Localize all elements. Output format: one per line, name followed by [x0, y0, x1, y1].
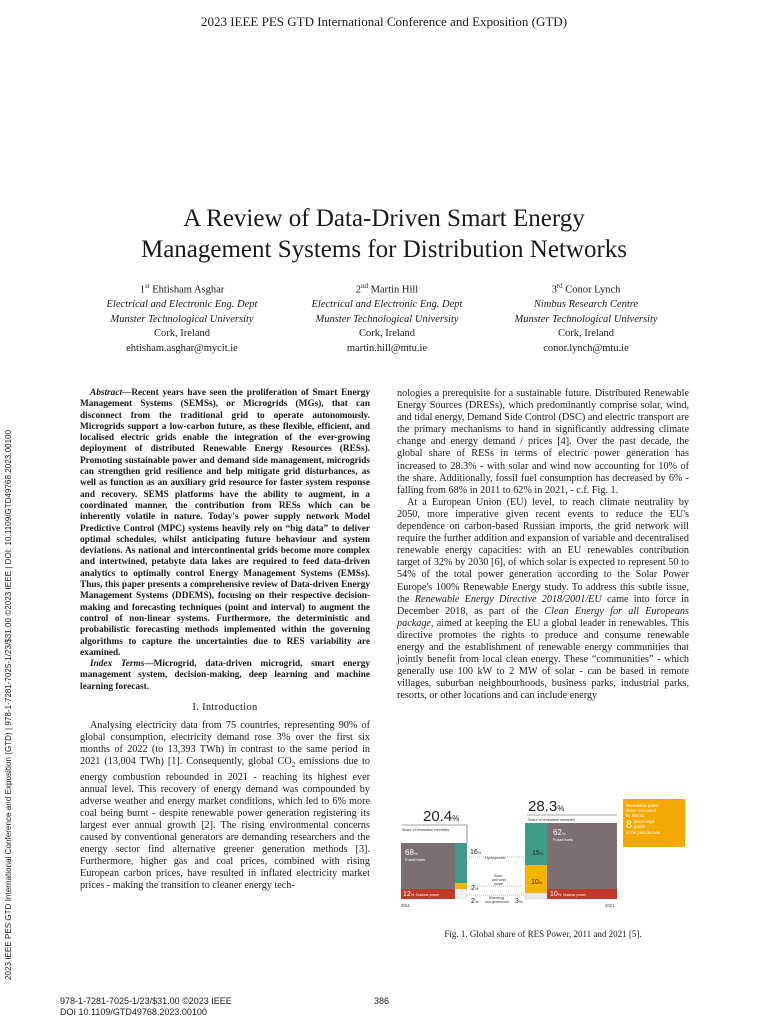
nuclear-2011-label: Nuclear power	[416, 893, 440, 897]
author-department: Electrical and Electronic Eng. Dept	[311, 299, 463, 310]
bar-2021-bio	[525, 893, 547, 899]
index-terms-text: —Microgrid, data-driven microgrid, smart energy management system, decision-making, deep learning and machine learning forecast.	[80, 659, 370, 692]
title-line-2: Management Systems for Distribution Networks	[140, 236, 628, 263]
author-ordinal: 3	[551, 284, 557, 296]
fossil-2021-value: 62%	[553, 828, 566, 837]
author-ordinal-suffix: nd	[361, 282, 369, 290]
author-email: conor.lynch@mtu.ie	[543, 342, 629, 354]
index-terms	[80, 659, 370, 693]
fossil-2021-label: Fossil fuels	[553, 837, 574, 842]
bar-2011-solar	[455, 883, 467, 889]
callout-line-3: by almost	[626, 813, 644, 818]
bio-label-1: Bioenergy	[489, 896, 505, 900]
author-name: Ehtisham Asghar	[152, 284, 225, 296]
section-heading-introduction: I. Introduction	[192, 702, 258, 714]
bar-2021-hydro	[525, 823, 547, 865]
hydro-2011-value: 16%	[470, 849, 482, 856]
solar-label-1: Solar	[494, 874, 502, 878]
index-terms-label: Index Terms	[90, 659, 145, 670]
fossil-2011-value: 68%	[405, 848, 418, 857]
callout-line-5: points	[634, 824, 646, 829]
hydro-2021-value: 15%	[532, 850, 544, 857]
author-department: Nimbus Research Centre	[533, 299, 639, 310]
author-department: Electrical and Electronic Eng. Dept	[106, 299, 258, 310]
hydro-label: Hydropower	[485, 856, 506, 860]
author-block-3	[486, 279, 686, 356]
solar-2011-value: 2%	[471, 885, 479, 892]
author-block-2	[287, 279, 487, 356]
right-column	[397, 388, 689, 702]
share-2011-value: 20.4%	[423, 808, 460, 825]
author-institution: Munster Technological University	[514, 313, 658, 325]
author-institution: Munster Technological University	[110, 313, 254, 325]
author-city: Cork, Ireland	[359, 328, 415, 339]
share-2021-value: 28.3%	[528, 798, 565, 815]
author-city: Cork, Ireland	[154, 328, 210, 339]
page-number: 386	[374, 996, 390, 1006]
callout-big-number: 8	[626, 819, 633, 831]
bio-2021-value: 3%	[515, 898, 523, 905]
abstract-label: Abstract	[90, 388, 123, 398]
title-line-1: A Review of Data-Driven Smart Energy	[183, 205, 585, 232]
bar-2011-bio	[455, 889, 467, 899]
abstract	[80, 388, 370, 659]
author-email: martin.hill@mtu.ie	[346, 342, 428, 354]
author-ordinal-suffix: rd	[556, 282, 563, 290]
nuclear-2021-value: 10%	[550, 891, 562, 898]
bio-label-2: and geothermal	[485, 900, 509, 904]
share-2011-label: Share of renewable electricity	[402, 828, 450, 832]
left-column	[80, 388, 370, 892]
author-ordinal-suffix: st	[144, 282, 150, 290]
right-paragraph-2: At a European Union (EU) level, to reach climate neutrality by 2050, more imperative given recent events to reduce the EU's dependence on carbon-based Russian imports, the grid network will require the further addition and expansion of variable and decentralised renewable energy capacities: with an EU renewables contribution target of 32% by 2030 [6], of which solar is expected to represent 50 to 54% of the total power generation according to the Solar Power Europe's 100% Renewable Energy study. To address this subtle issue, the Renewable Energy Directive 2018/2001/EU came into force in December 2018, as part of the Clean Energy for all Europeans package, aimed at keeping the EU a global leader in renewables. This directive promotes the rights to produce and consume renewable energy and the establishment of renewable energy communities that jointly benefit from local clean energy. These “communities” - which generally use 100 kW to 2 MW of solar - can be based in remote villages, suburban neighbourhoods, business parks, industrial parks, resorts, or other locations and can include energy	[397, 496, 690, 702]
paper-title	[40, 203, 728, 265]
footer-identifiers	[60, 996, 232, 1018]
share-2021-label: Share of renewable electricity	[528, 818, 576, 822]
footer-isbn: 978-1-7281-7025-1/23/$31.00 ©2023 IEEE	[60, 996, 232, 1006]
author-name: Martin Hill	[370, 284, 419, 296]
author-block-1	[82, 279, 282, 356]
author-name: Conor Lynch	[565, 284, 621, 296]
figure-1-graphic	[397, 795, 689, 913]
figure-1-caption: Fig. 1. Global share of RES Power, 2011 and 2021 [5].	[444, 929, 642, 939]
solar-label-3: power	[494, 882, 504, 886]
author-city: Cork, Ireland	[558, 328, 614, 339]
figure-1	[397, 795, 689, 913]
solar-label-2: and wind	[492, 878, 506, 882]
callout-line-1: Renewable power	[626, 803, 660, 808]
author-email: ehtisham.asghar@mycit.ie	[126, 342, 238, 354]
author-institution: Munster Technological University	[315, 313, 459, 325]
callout-line-6: in the past decade.	[626, 830, 662, 835]
right-paragraph-1: nologies a prerequisite for a sustainable future. Distributed Renewable Energy Sources (DRESs), which predominantly comprise solar, wind, and tidal energy, Demand Side Control (DSC) and electric transport are the primary mechanisms to hand in significantly addressing climate change and energy demand / prices [4]. Over the past decade, the global share of RESs in terms of electric power generation has increased to 28.3% - with solar and wind now accounting for 10% of the share. Additionally, fossil fuel consumption has decreased by 6% - falling from 68% in 2011 to 62% in 2021, - c.f. Fig. 1.	[397, 388, 689, 496]
directive-name: Renewable Energy Directive 2018/2001/EU	[414, 593, 602, 605]
fossil-2011-label: Fossil fuels	[405, 857, 426, 862]
callout-line-4: percentage	[634, 819, 655, 824]
nuclear-2021-label: Nuclear power	[563, 893, 587, 897]
bar-2011-hydro	[455, 843, 467, 883]
author-ordinal: 1	[139, 284, 145, 296]
intro-paragraph: Analysing electricity data from 75 countries, representing 90% of global consumption, electricity demand rose 3% over the first six months of 2022 (to 13,393 TWh) in contrast to the same period in 2021 (13,004 TWh) [1]. Consequently, global $CO_2$ emissions due to energy combustion rebounded in 2021 - reaching its highest ever annual level. This recovery of energy demand was compounded by adverse weather and energy market conditions, which led to 6% more coal being burnt - despite renewable power generation registering its largest ever annual growth [2]. The rising environmental concerns caused by conventional generators are demanding researchers and the energy sector find alternative greener generation methods [3]. Furthermore, higher gas and coal prices, combined with rising European carbon prices, have resulted in inflated electricity market prices - making the transition to cleaner energy tech-	[80, 720, 370, 892]
year-2011-label: 2011	[401, 903, 411, 908]
solar-2021-value: 10%	[531, 879, 543, 886]
callout-line-2: share increased	[626, 808, 656, 813]
conference-header: 2023 IEEE PES GTD International Conference and Exposition (GTD)	[200, 14, 568, 29]
author-ordinal: 2	[355, 284, 362, 296]
nuclear-2011-value: 12%	[403, 891, 415, 898]
package-name: Clean Energy for all Europeans package	[397, 605, 689, 629]
year-2021-label: 2021	[605, 903, 615, 908]
side-strip-identifier: 2023 IEEE PES GTD International Conference and Exposition (GTD) | 978-1-7281-7025-1/23/$31.00 ©2023 IEEE | DOI: 10.1109/GTD49768.2023.00100	[4, 429, 13, 980]
abstract-text: —Recent years have seen the proliferation of Smart Energy Management Systems (SEMSs), or Microgrids (MGs), that can disconnect from the traditional grid to operate autonomously. Microgrids support a low-carbon future, as these flexible, efficient, and localised electric grids enable the integration of the ever-growing deployment of distributed Renewable Energy Resources (RESs). Promoting sustainable power and demand side management, microgrids can strengthen grid resilience and help mitigate grid disturbances, as well as function as an auxiliary grid resource for faster system response and recovery. SEMS platforms have the ability to augment, in a coordinated manner, the contribution from RESs which can be inherently volatile in nature. Today's power supply network Model Predictive Control (MPC) systems heavily rely on “big data” to deliver optimal schedules, whilst anticipating future behaviour and system deviations. As national and intercontinental grids become more complex and intertwined, petabyte data lakes are required to feed data-driven analytics to optimally control Energy Management Systems (EMSs). Thus, this paper presents a comprehensive review of Data-driven Energy Management Systems (DDEMS), focusing on their respective decision-making and forecasting techniques (point and interval) to augment the control of non-linear systems. Furthermore, the deterministic and probabilistic forecasting methods implemented within the governing algorithms to capture the uncertainties due to RES variability are examined.	[80, 388, 370, 658]
footer-doi: DOI 10.1109/GTD49768.2023.00100	[60, 1007, 207, 1017]
bio-2011-value: 2%	[471, 898, 479, 905]
